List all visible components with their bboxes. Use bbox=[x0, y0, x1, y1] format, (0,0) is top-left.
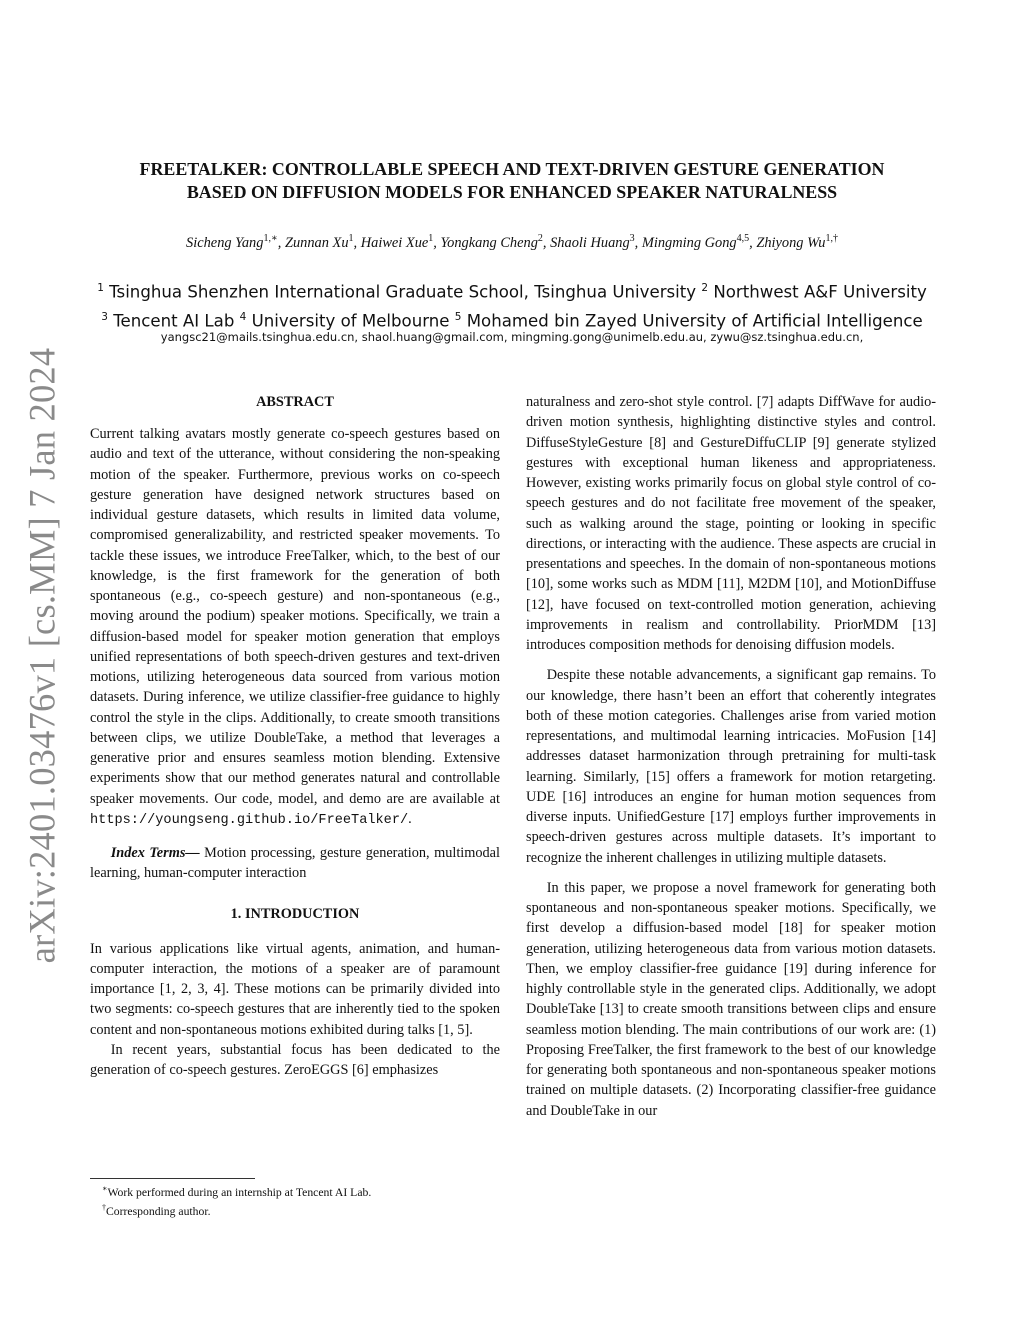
author-affiliation-mark: 1 bbox=[348, 233, 354, 244]
author-affiliation-mark: 1,∗ bbox=[263, 233, 278, 244]
author-name: Haiwei Xue bbox=[360, 234, 429, 251]
affiliation-number: 5 bbox=[454, 310, 462, 323]
author-separator: , bbox=[433, 234, 441, 251]
author-separator: , bbox=[542, 234, 551, 251]
affiliation-name: University of Melbourne bbox=[246, 311, 455, 331]
paper-title-line-1: FREETALKER: CONTROLLABLE SPEECH AND TEXT-DRIVEN GESTURE GENERATION bbox=[139, 159, 885, 179]
footnote-2 bbox=[102, 1200, 371, 1219]
affiliation-number: 1 bbox=[97, 282, 104, 294]
author-affiliation-mark: 1 bbox=[428, 233, 434, 244]
affiliation-number: 3 bbox=[101, 310, 108, 323]
author-name: Sicheng Yang bbox=[186, 234, 264, 251]
abstract-text: Current talking avatars mostly generate co-speech gestures based on audio and text of the utterance, without considering the non-speaking motion of the speaker. Furthermore, previous works on co-speech gesture generation have designed network structures based on individual gesture datasets, which results in limited data volume, compromised generalizability, and restricted speaker movements. To tackle these issues, we introduce FreeTalker, which, to the best of our knowledge, is the first framework for the generation of both spontaneous (e.g., co-speech gesture) and non-spontaneous (e.g., moving around the podium) speaker motions. Specifically, we train a diffusion-based model for speaker motion generation that employs unified representations of both speech-driven gestures and text-driven motions, utilizing heterogeneous data sourced from various motion datasets. During inference, we utilize classifier-free guidance to highly control the style in the clips. Additionally, to create smooth transitions between clips, we utilize DoubleTake, a method that leverages a generative prior and ensures seamless motion blending. Extensive experiments show that our method generates natural and controllable speaker movements. Our code, model, and demo are are available at bbox=[90, 426, 500, 807]
author-name: Yongkang Cheng bbox=[440, 234, 538, 251]
author-name: Mingming Gong bbox=[641, 234, 737, 251]
author-emails: yangsc21@mails.tsinghua.edu.cn, shaol.huang@gmail.com, mingming.gong@unimelb.edu.au, zywu@sz.tsinghua.edu.cn, bbox=[160, 330, 864, 344]
author-separator: , bbox=[749, 234, 757, 251]
author-name: Zhiyong Wu bbox=[756, 234, 826, 251]
affiliation-number: 2 bbox=[701, 282, 709, 294]
author-affiliation-mark: 3 bbox=[629, 233, 635, 244]
affiliation-name: Tencent AI Lab bbox=[107, 311, 240, 331]
project-url-link[interactable]: https://youngseng.github.io/FreeTalker/ bbox=[90, 812, 409, 828]
affiliations bbox=[60, 276, 964, 333]
abstract-tail: . bbox=[408, 810, 412, 827]
footnote-mark: ∗ bbox=[102, 1184, 108, 1193]
introduction-heading: 1. INTRODUCTION bbox=[230, 905, 360, 922]
author-name: Zunnan Xu bbox=[284, 234, 349, 251]
author-affiliation-mark: 1,† bbox=[825, 233, 838, 244]
affiliation-name: Mohamed bin Zayed University of Artificial Intelligence bbox=[461, 311, 923, 331]
footnote-text: Work performed during an internship at Tencent AI Lab. bbox=[107, 1185, 372, 1199]
right-paragraph-2: Despite these notable advancements, a significant gap remains. To our knowledge, there hasn’t been an effort that coherently integrates both of these motion categories. Challenges arise from varied motion representations, and multimodal learning intricacies. MoFusion [14] addresses dataset harmonization through pretraining for multi-task learning. Similarly, [15] offers a framework for motion retargeting. UDE [16] introduces an engine for human motion sequences from diverse inputs. UnifiedGesture [17] employs further improvements in speech-driven gestures across multiple datasets. It’s important to recognize the inherent challenges in utilizing multiple datasets. bbox=[526, 667, 936, 866]
index-terms-text: Motion processing, gesture generation, multimodal learning, human-computer interaction bbox=[90, 845, 501, 882]
index-terms bbox=[90, 843, 500, 884]
right-paragraph-3: In this paper, we propose a novel framework for generating both spontaneous and non-spontaneous speaker motions. Specifically, we first develop a diffusion-based model [18] for speaker motion generation, utilizing heterogeneous data from various motion datasets. Then, we employ classifier-free guidance [19] during inference for highly controllable style in the generated clips. Additionally, we adopt DoubleTake [13] to create smooth transitions between clips and ensure seamless motion blending. The main contributions of our work are: (1) Proposing FreeTalker, the first framework to the best of our knowledge for generating both spontaneous and non-spontaneous speaker motions trained on multiple datasets. (2) Incorporating classifier-free guidance and DoubleTake in our bbox=[526, 879, 936, 1119]
affiliation-name: Tsinghua Shenzhen International Graduate School, Tsinghua University bbox=[103, 282, 702, 302]
left-column bbox=[90, 392, 500, 1080]
affiliation-name: Northwest A&F University bbox=[708, 282, 927, 302]
author-separator: , bbox=[634, 234, 642, 251]
author-list bbox=[60, 233, 964, 252]
footnote-text: Corresponding author. bbox=[106, 1204, 211, 1218]
abstract-heading: ABSTRACT bbox=[256, 394, 334, 410]
intro-paragraph-2: In recent years, substantial focus has been dedicated to the generation of co-speech gestures. ZeroEGGS [6] emphasizes bbox=[90, 1041, 500, 1078]
affiliations-line-2 bbox=[60, 305, 964, 334]
footnote-divider bbox=[90, 1178, 255, 1179]
affiliations-line-1 bbox=[60, 276, 964, 305]
author-affiliation-mark: 2 bbox=[537, 233, 543, 244]
footnote-mark: † bbox=[102, 1202, 106, 1212]
paper-title-line-2: BASED ON DIFFUSION MODELS FOR ENHANCED SPEAKER NATURALNESS bbox=[186, 182, 838, 202]
arxiv-identifier-text: arXiv:2401.03476v1 [cs.MM] 7 Jan 2024 bbox=[21, 347, 63, 963]
author-separator: , bbox=[353, 234, 361, 251]
index-terms-label: Index Terms— bbox=[110, 845, 200, 861]
right-column bbox=[526, 392, 936, 1121]
footnotes bbox=[102, 1181, 371, 1219]
arxiv-identifier-stamp bbox=[4, 347, 80, 963]
affiliation-number: 4 bbox=[239, 310, 247, 323]
author-affiliation-mark: 4,5 bbox=[736, 233, 750, 244]
abstract-paragraph bbox=[90, 424, 500, 831]
author-name: Shaoli Huang bbox=[550, 234, 630, 251]
paper-title bbox=[60, 158, 964, 204]
intro-paragraph-1: In various applications like virtual agents, animation, and human-computer interaction, the motions of a speaker are of paramount importance [1, 2, 3, 4]. These motions can be primarily divided into two segments: co-speech gestures that are inherently tied to the spoken content and non-spontaneous motions exhibited during talks [1, 5]. bbox=[90, 940, 500, 1038]
footnote-1 bbox=[102, 1181, 371, 1200]
author-separator: , bbox=[277, 234, 285, 251]
right-paragraph-1: naturalness and zero-shot style control. [7] adapts DiffWave for audio-driven motion synthesis, highlighting distinctive styles and control. DiffuseStyleGesture [8] and GestureDiffuCLIP [9] generate stylized gestures with exceptional human likeness and appropriateness. However, existing works primarily focus on global style control of co-speech gestures and do not facilitate free movement of the speaker, such as walking around the stage, pointing or looking in specific directions, or interacting with the audience. These aspects are crucial in presentations and speeches. In the domain of non-spontaneous motions [10], some works such as MDM [11], M2DM [10], and MotionDiffuse [12], have focused on text-controlled motion generation, achieving improvements in realism and controllability. PriorMDM [13] introduces composition methods for denoising diffusion models. bbox=[526, 394, 936, 653]
